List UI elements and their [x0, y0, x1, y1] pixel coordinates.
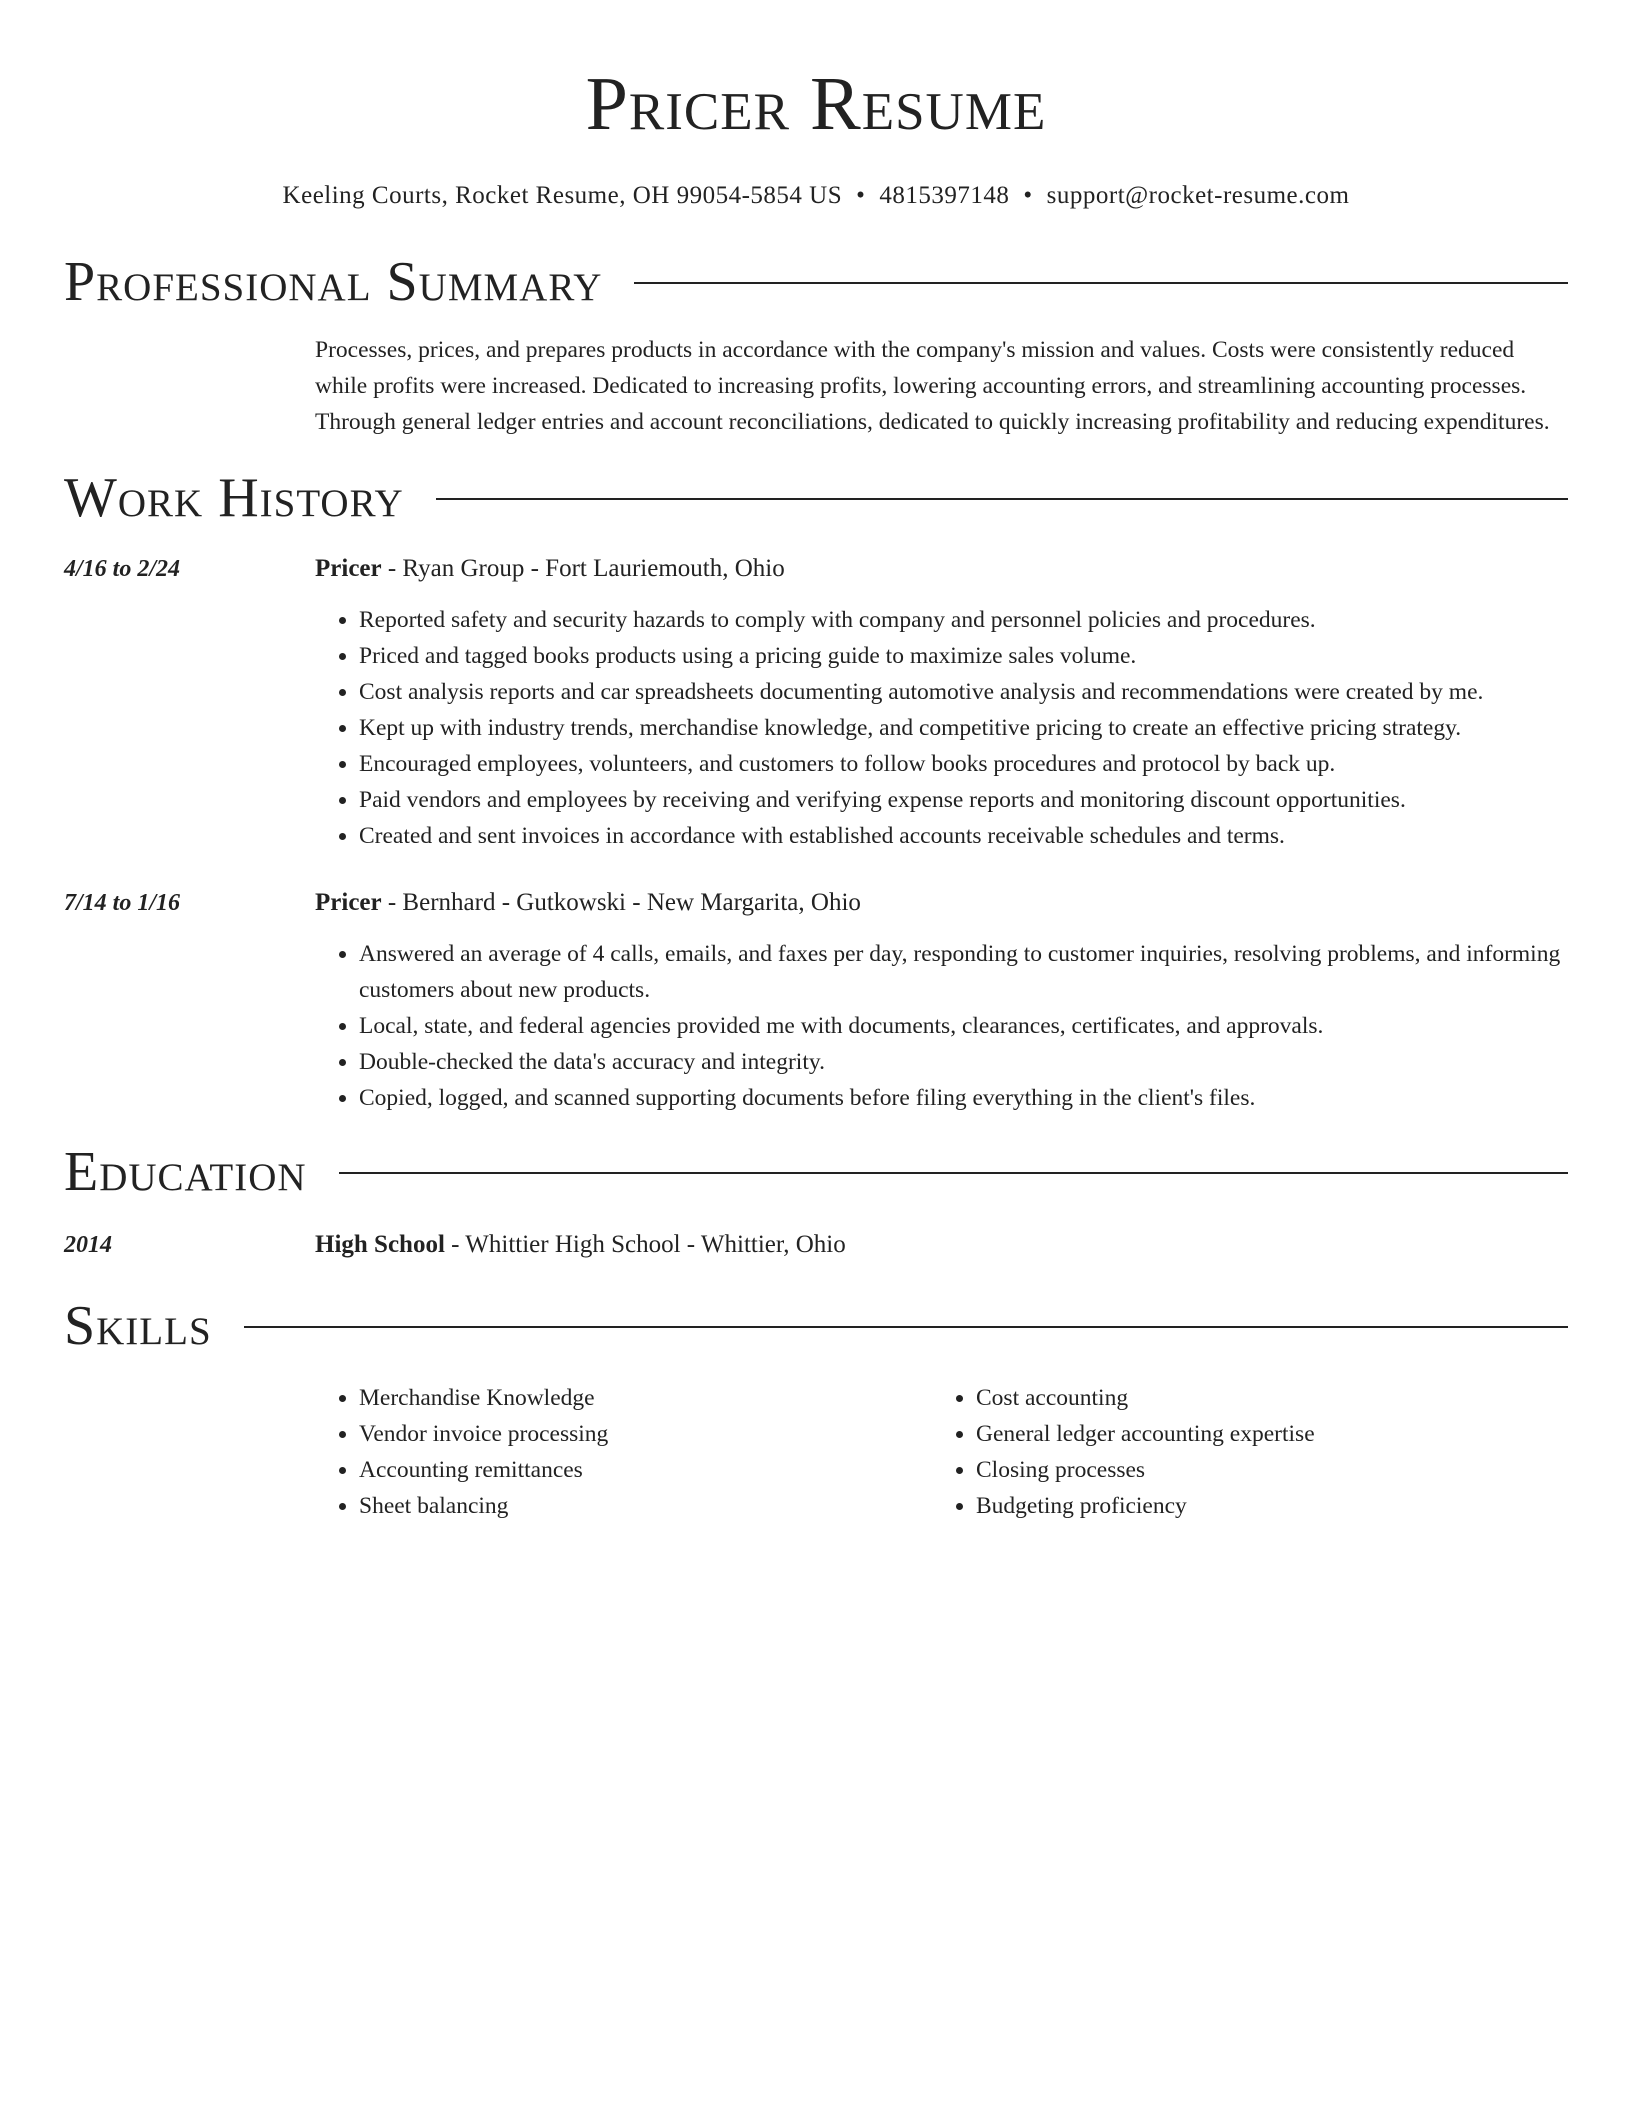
- summary-heading: Professional Summary: [64, 251, 603, 313]
- education-degree: High School: [315, 1231, 445, 1258]
- job-title-line: [315, 886, 861, 920]
- job-employer: - Ryan Group - Fort Lauriemouth, Ohio: [381, 555, 785, 582]
- job-entry: [64, 886, 1568, 920]
- summary-text: Processes, prices, and prepares products in accordance with the company's mission and values. Costs were consistently reduced while profits were increased. Dedicated to increasing profits, lowering accounting errors, and streamlining accounting processes. Through general ledger entries and account reconciliations, dedicated to quickly increasing profitability and reducing expenditures.: [315, 337, 1550, 435]
- duty-item: • Paid vendors and employees by receiving and verifying expense reports and monitoring discount opportunities.: [359, 782, 1568, 818]
- education-line: [315, 1228, 846, 1262]
- contact-phone: 4815397148: [879, 182, 1010, 209]
- skills-list-right: [932, 1380, 1549, 1524]
- job-title: Pricer: [315, 889, 382, 916]
- skill-item: • Merchandise Knowledge: [359, 1380, 932, 1416]
- duty-item: • Encouraged employees, volunteers, and customers to follow books procedures and protocol by back up.: [359, 746, 1568, 782]
- job-dates: 4/16 to 2/24: [64, 556, 181, 582]
- duty-item: • Answered an average of 4 calls, emails, and faxes per day, responding to customer inquiries, resolving problems, and informing customers about new products.: [359, 936, 1568, 1008]
- skills-columns: [315, 1380, 1568, 1524]
- education-year: 2014: [64, 1232, 112, 1258]
- summary-section-header: [64, 248, 1568, 316]
- skills-section-header: [64, 1292, 1568, 1360]
- work-heading: Work History: [64, 467, 404, 529]
- resume-name: Pricer Resume: [585, 62, 1047, 146]
- skill-item: • General ledger accounting expertise: [976, 1416, 1549, 1452]
- duty-item: • Double-checked the data's accuracy and integrity.: [359, 1044, 1568, 1080]
- duty-item: • Priced and tagged books products using a pricing guide to maximize sales volume.: [359, 638, 1568, 674]
- skills-heading: Skills: [64, 1295, 212, 1357]
- section-divider: [339, 1172, 1568, 1174]
- job-title-line: [315, 552, 785, 586]
- duty-item: • Cost analysis reports and car spreadsheets documenting automotive analysis and recommendations were created by me.: [359, 674, 1568, 710]
- skill-item: • Cost accounting: [976, 1380, 1549, 1416]
- skill-item: • Sheet balancing: [359, 1488, 932, 1524]
- job-title: Pricer: [315, 555, 382, 582]
- duty-item: • Copied, logged, and scanned supporting documents before filing everything in the client's files.: [359, 1080, 1568, 1116]
- job-entry: [64, 552, 1568, 586]
- duty-item: • Local, state, and federal agencies provided me with documents, clearances, certificates, and approvals.: [359, 1008, 1568, 1044]
- section-divider: [244, 1326, 1568, 1328]
- job-dates: 7/14 to 1/16: [64, 890, 181, 916]
- section-divider: [436, 498, 1568, 500]
- skill-item: • Vendor invoice processing: [359, 1416, 932, 1452]
- contact-line: [64, 180, 1568, 212]
- contact-separator: •: [856, 182, 866, 209]
- job-employer: - Bernhard - Gutkowski - New Margarita, Ohio: [381, 889, 861, 916]
- skill-item: • Accounting remittances: [359, 1452, 932, 1488]
- duty-item: • Kept up with industry trends, merchandise knowledge, and competitive pricing to create an effective pricing strategy.: [359, 710, 1568, 746]
- work-section-header: [64, 464, 1568, 532]
- job-duties-list: [315, 602, 1568, 854]
- skill-item: • Closing processes: [976, 1452, 1549, 1488]
- education-section-header: [64, 1138, 1568, 1206]
- section-divider: [634, 282, 1568, 284]
- duty-item: • Reported safety and security hazards to comply with company and personnel policies and procedures.: [359, 602, 1568, 638]
- job-duties-list: [315, 936, 1568, 1116]
- contact-email: support@rocket-resume.com: [1046, 182, 1350, 209]
- duty-item: • Created and sent invoices in accordance with established accounts receivable schedules and terms.: [359, 818, 1568, 854]
- skills-list-left: [315, 1380, 932, 1524]
- education-entry: [64, 1228, 1568, 1262]
- contact-address: Keeling Courts, Rocket Resume, OH 99054-5854 US: [282, 182, 843, 209]
- education-school: - Whittier High School - Whittier, Ohio: [444, 1231, 846, 1258]
- contact-separator: •: [1023, 182, 1033, 209]
- skill-item: • Budgeting proficiency: [976, 1488, 1549, 1524]
- education-heading: Education: [64, 1141, 307, 1203]
